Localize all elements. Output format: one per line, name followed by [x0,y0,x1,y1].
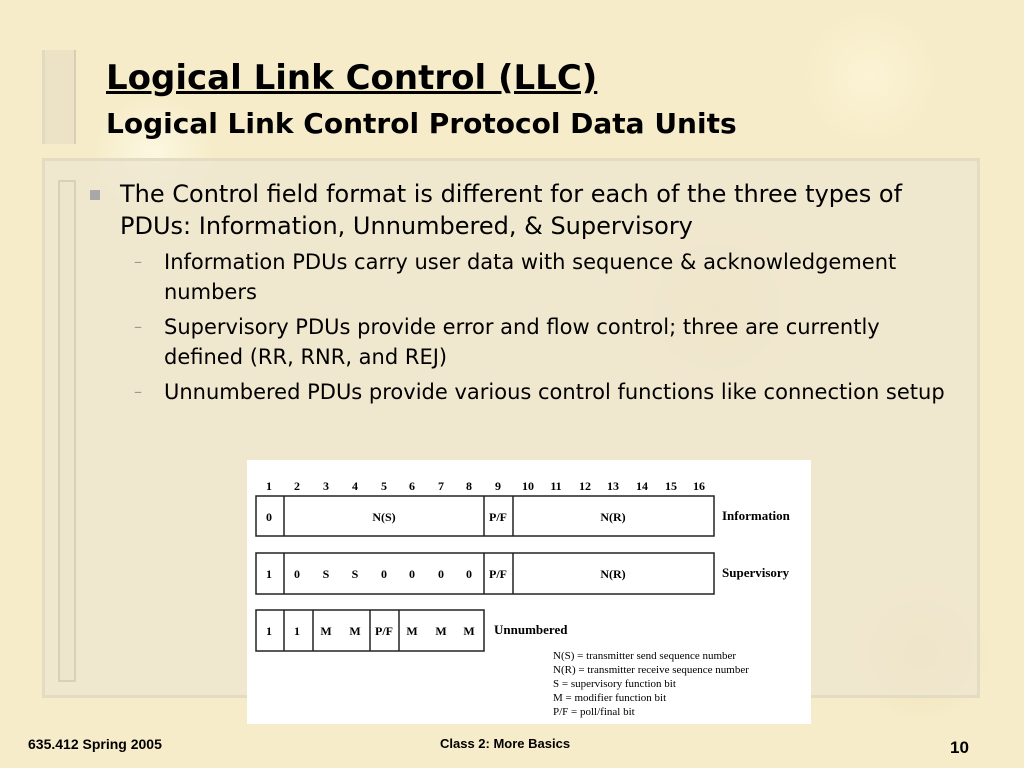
sup-field-1: 1 [266,567,272,581]
info-ns-field: N(S) [372,510,396,524]
unnumbered-label: Unnumbered [494,622,568,637]
bullet-list [88,178,958,407]
legend-line: N(R) = transmitter receive sequence number [553,664,749,676]
content-accent-bar [58,180,76,682]
sup-field-7: 0 [438,567,444,581]
bit-number: 13 [607,479,619,493]
slide-subtitle: Logical Link Control Protocol Data Units [106,107,737,140]
llc-pdu-diagram-svg [247,460,811,724]
un-m-field: M [435,624,447,638]
bit-number: 3 [323,479,329,493]
sub-bullet-text: Supervisory PDUs provide error and flow control; three are currently defined (RR, RNR, and REJ) [164,315,880,369]
footer-class-title: Class 2: More Basics [440,736,571,751]
unnumbered-pdu-row [256,610,568,651]
bit-number: 10 [522,479,534,493]
sup-field-5: 0 [381,567,387,581]
bullet-item [88,178,958,242]
info-pf-field: P/F [489,510,507,524]
bullet-text: The Control field format is different for each of the three types of PDUs: Information, Unnumbered, & Supervisory [120,180,903,240]
legend-line: S = supervisory function bit [553,678,676,690]
footer-course: 635.412 Spring 2005 [28,736,162,752]
slide-number: 10 [950,738,969,757]
bit-number: 11 [550,479,562,493]
un-m-field: M [349,624,361,638]
sup-field-6: 0 [409,567,415,581]
info-field-0: 0 [266,510,272,524]
un-pf-field: P/F [375,624,393,638]
un-m-field: M [406,624,418,638]
bit-number: 9 [495,479,501,493]
sub-bullet-item [88,377,958,407]
sup-s-field: S [322,567,330,581]
bit-number: 4 [352,479,358,493]
legend-line: M = modifier function bit [553,692,667,704]
supervisory-pdu-row [256,553,790,594]
sup-s-field: S [351,567,359,581]
info-nr-field: N(R) [600,510,626,524]
bit-number: 14 [636,479,648,493]
bit-number: 12 [579,479,591,493]
title-accent-bar [42,50,76,144]
sup-field-2: 0 [294,567,300,581]
un-field-2: 1 [294,624,300,638]
bit-number-row [266,479,705,493]
bullet-square-icon [90,190,100,200]
bit-number: 6 [409,479,415,493]
sub-bullet-item [88,247,958,307]
sub-bullet-item [88,312,958,372]
information-label: Information [722,508,790,523]
sup-pf-field: P/F [489,567,507,581]
sub-bullet-text: Information PDUs carry user data with sequence & acknowledgement numbers [164,250,897,304]
un-m-field: M [320,624,332,638]
bit-number: 8 [466,479,472,493]
bit-number: 5 [381,479,387,493]
sup-field-8: 0 [466,567,472,581]
un-m-field: M [463,624,475,638]
bit-number: 7 [438,479,444,493]
information-pdu-row [256,496,791,536]
diagram-legend [553,650,749,718]
legend-line: N(S) = transmitter send sequence number [553,650,737,662]
bit-number: 15 [665,479,677,493]
sup-nr-field: N(R) [600,567,626,581]
bit-number: 1 [266,479,272,493]
supervisory-label: Supervisory [722,565,790,580]
legend-line: P/F = poll/final bit [553,706,635,718]
information-frame [256,496,714,536]
bit-number: 2 [294,479,300,493]
bit-number: 16 [693,479,705,493]
sub-bullet-text: Unnumbered PDUs provide various control functions like connection setup [164,380,945,404]
un-field-1: 1 [266,624,272,638]
llc-pdu-diagram [247,460,811,724]
dash-icon: – [134,317,142,336]
dash-icon: – [134,252,142,271]
slide-title: Logical Link Control (LLC) [106,58,598,98]
dash-icon: – [134,382,142,401]
